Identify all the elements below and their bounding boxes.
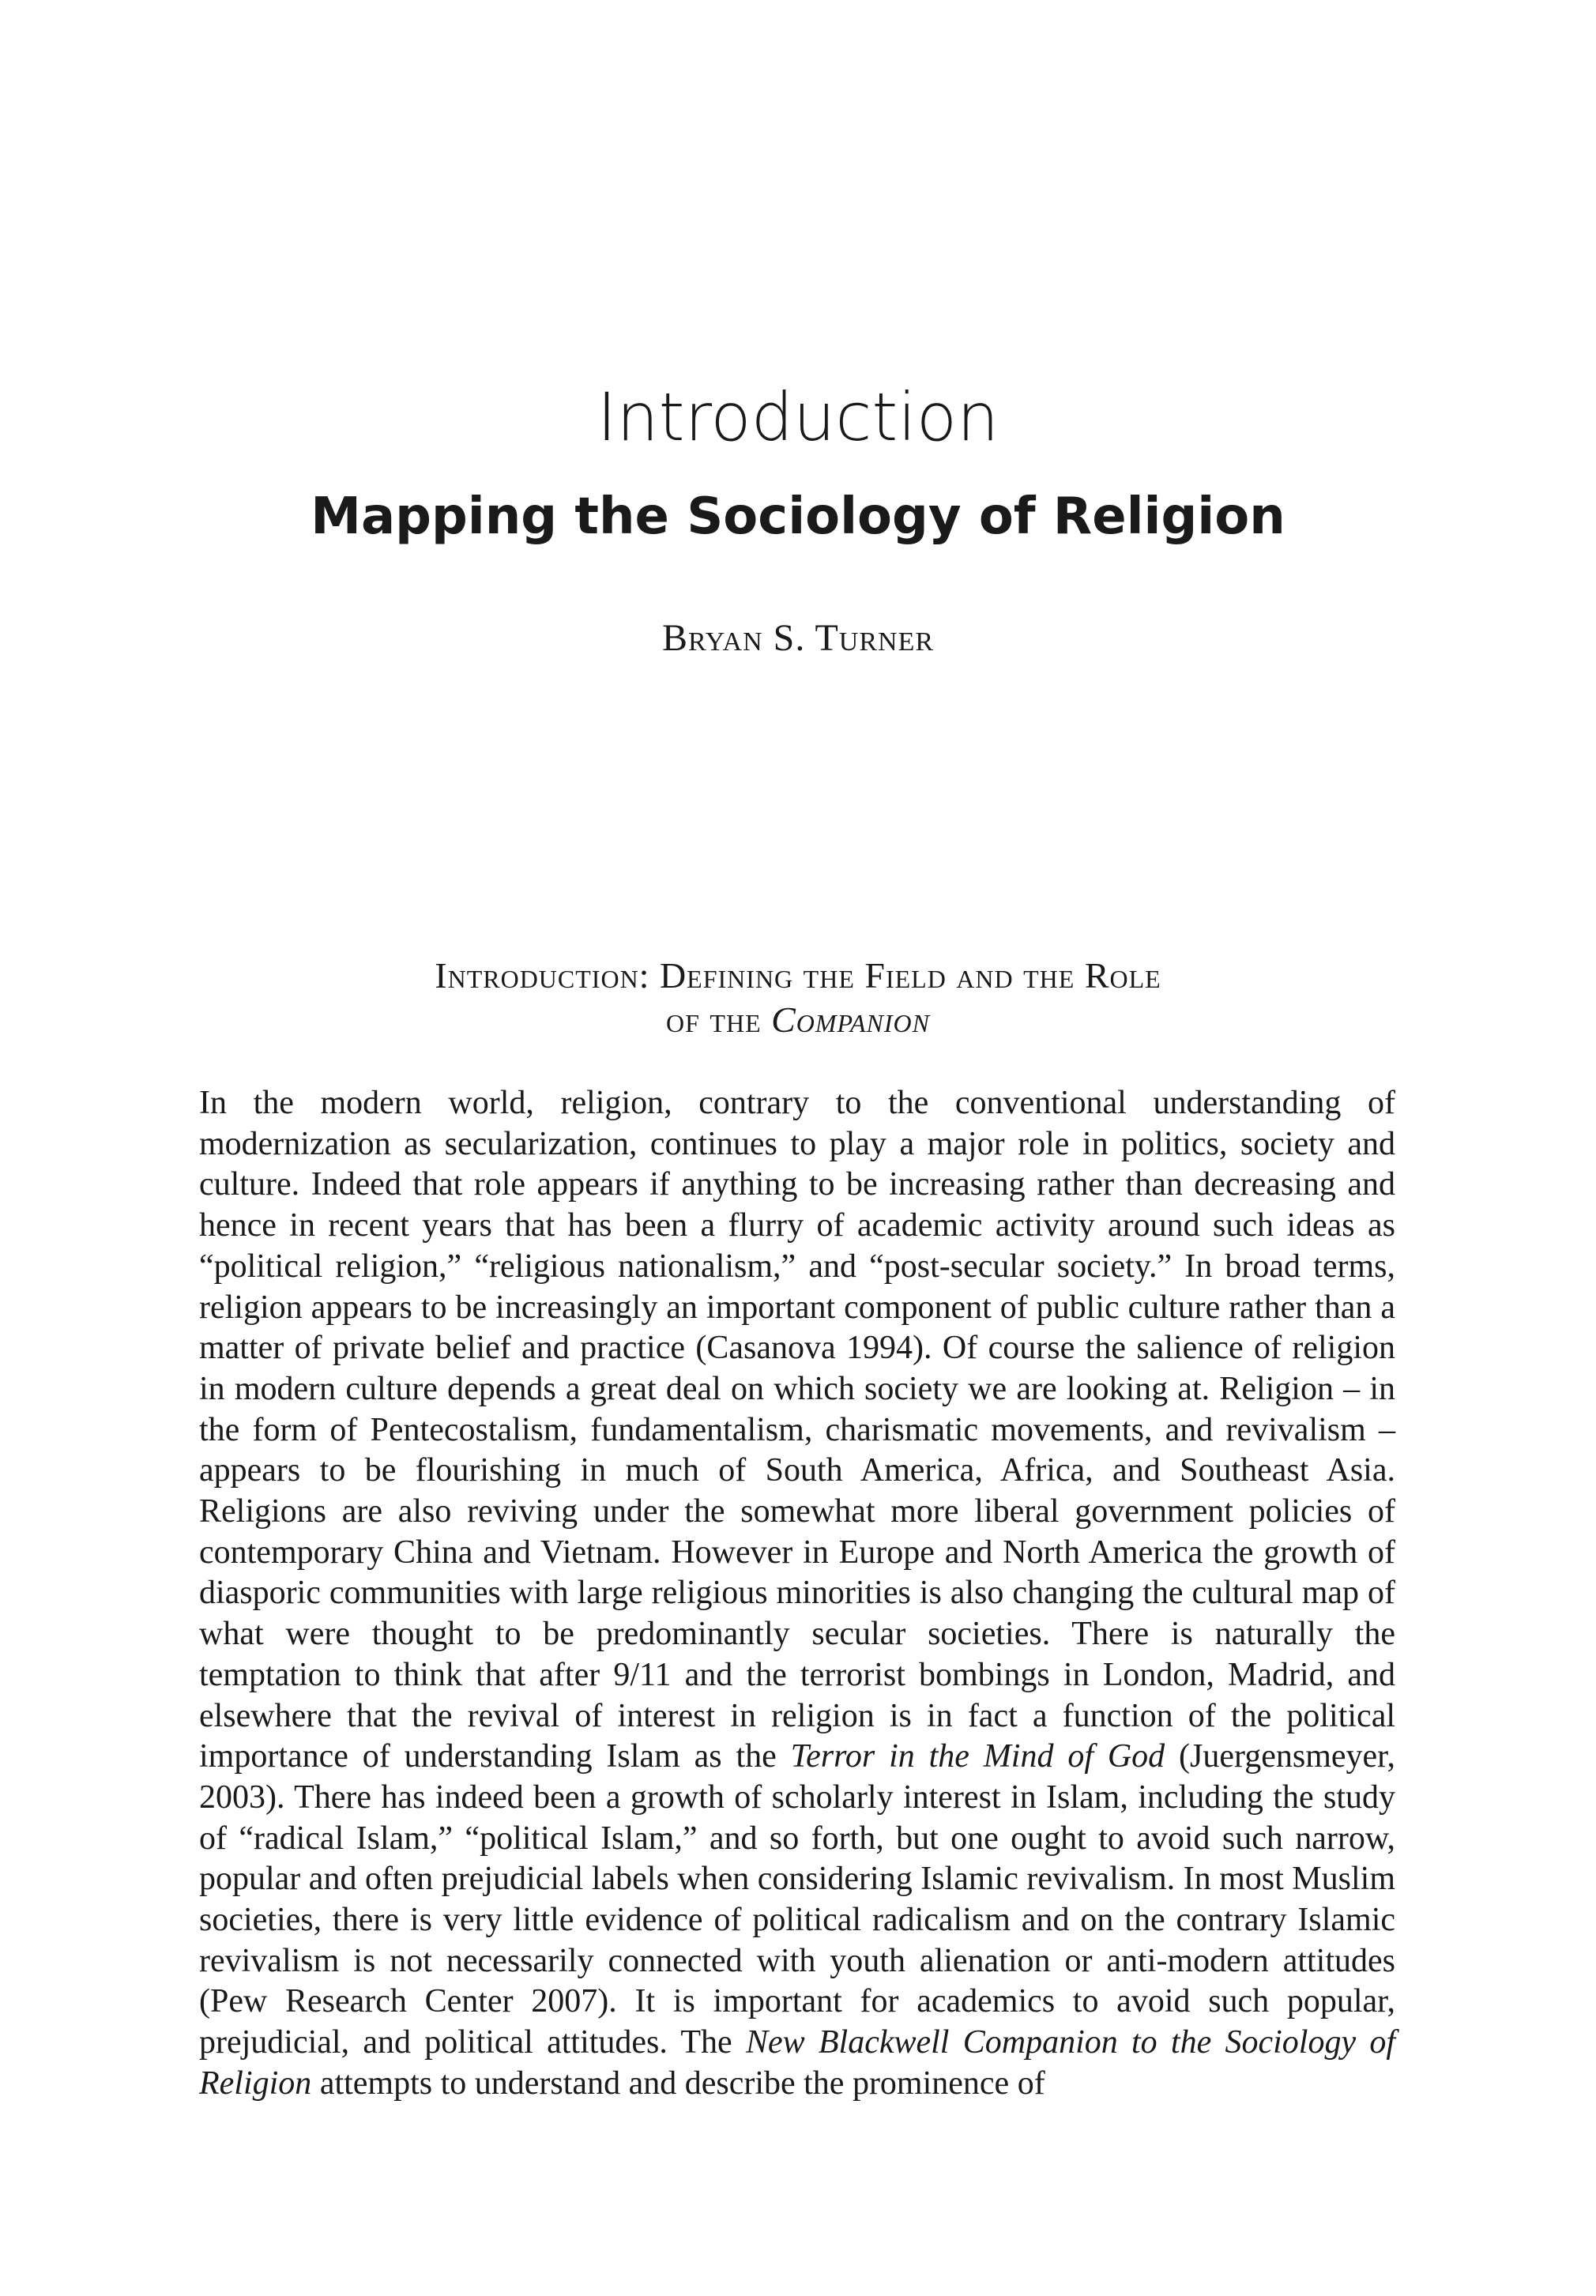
body-text-segment-3: attempts to understand and describe the prominence of (311, 2065, 1045, 2102)
body-text-segment-2: (Juergensmeyer, 2003). There has indeed been a growth of scholarly interest in Islam, including the study of “radical Islam,” “political Islam,” and so forth, but one ought to avoid such narrow, popular and often prejudicial labels when considering Islamic revivalism. In most Muslim societies, there is very little evidence of political radicalism and on the contrary Islamic revivalism is not necessarily connected with youth alienation or anti-modern attitudes (Pew Research Center 2007). It is important for academics to avoid such popular, prejudicial, and political attitudes. The (199, 1738, 1395, 2061)
body-paragraph (199, 1083, 1395, 2105)
section-heading-italic: Companion (771, 999, 930, 1040)
body-text-segment-1: In the modern world, religion, contrary to the conventional understanding of modernization as secularization, continues to play a major role in politics, society and culture. Indeed that role appears if anything to be increasing rather than decreasing and hence in recent years that has been a flurry of academic activity around such ideas as “political religion,” “religious nationalism,” and “post-secular society.” In broad terms, religion appears to be increasingly an important component of public culture rather than a matter of private belief and practice (Casanova 1994). Of course the salience of religion in modern culture depends a great deal on which society we are looking at. Religion – in the form of Pentecostalism, fundamentalism, charismatic movements, and revivalism – appears to be flourishing in much of South America, Africa, and Southeast Asia. Religions are also reviving under the somewhat more liberal government policies of contemporary China and Vietnam. However in Europe and North America the growth of diasporic communities with large religious minorities is also changing the cultural map of what were thought to be predominantly secular societies. There is naturally the temptation to think that after 9/11 and the terrorist bombings in London, Madrid, and elsewhere that the revival of interest in religion is in fact a function of the political importance of understanding Islam as the (199, 1085, 1395, 1775)
companion-title-citation: New Blackwell Companion to the Sociology of Religion (199, 2024, 1395, 2102)
author-name: Bryan S. Turner (661, 617, 935, 659)
book-title-citation: Terror in the Mind of God (790, 1738, 1165, 1775)
section-heading (0, 954, 1596, 1042)
chapter-subtitle: Mapping the Sociology of Religion (311, 487, 1285, 546)
section-heading-prefix: of the (666, 999, 772, 1040)
section-heading-line-2 (0, 998, 1596, 1042)
chapter-title: Introduction (597, 378, 999, 456)
section-heading-line-1: Introduction: Defining the Field and the Role (435, 955, 1161, 996)
